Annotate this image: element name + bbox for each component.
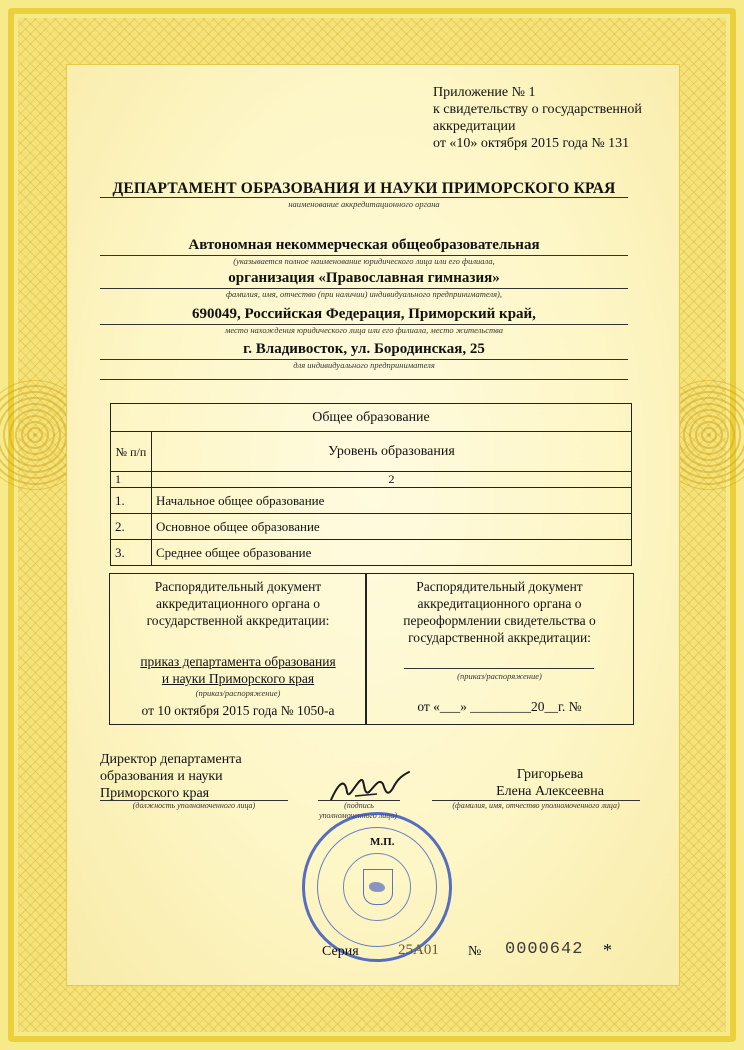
reissue-caption: (приказ/распоряжение) (457, 671, 542, 681)
coat-of-arms-icon (363, 869, 393, 905)
table-row (111, 514, 632, 540)
decree-caption: (приказ/распоряжение) (195, 688, 281, 698)
table-row (111, 540, 632, 566)
signature-caption-line2: уполномоченного лица) (318, 811, 398, 820)
reissue-underline (404, 668, 594, 669)
signature-caption: (подпись (344, 801, 374, 810)
accreditation-decree-box (109, 573, 367, 725)
org-caption: для индивидуального предпринимателя (293, 360, 435, 370)
row-number: 3. (111, 540, 152, 566)
org-name-line1: Автономная некоммерческая общеобразовательная (188, 237, 540, 253)
position-line: Директор департамента (100, 752, 242, 767)
blank-underline (100, 379, 628, 380)
series-label: Серия (322, 944, 359, 959)
col-header-number: № п/п (111, 432, 152, 472)
column-index: 1 (111, 472, 152, 488)
form-number: 0000642 (505, 940, 584, 959)
col-header-level: Уровень образования (152, 432, 632, 472)
number-label: № (468, 944, 482, 959)
appendix-line: Приложение № 1 (433, 85, 536, 100)
decree-document-line1: приказ департамента образования (140, 654, 336, 669)
row-level: Среднее общее образование (152, 540, 632, 566)
signatory-position (100, 751, 242, 802)
appendix-line: к свидетельству о государственной (433, 102, 642, 117)
seal-place-label: М.П. (370, 836, 395, 848)
appendix-line: аккредитации (433, 119, 516, 134)
org-caption: место нахождения юридического лица или его филиала, место жительства (224, 325, 504, 335)
org-name-line2: организация «Православная гимназия» (228, 270, 500, 286)
organ-name: ДЕПАРТАМЕНТ ОБРАЗОВАНИЯ И НАУКИ ПРИМОРСКОГО КРАЯ (112, 180, 616, 197)
org-address-line1: 690049, Российская Федерация, Приморский край, (192, 306, 536, 322)
row-number: 1. (111, 488, 152, 514)
decree-heading: Распорядительный документ аккредитационного органа о государственной аккредитации: (146, 579, 330, 628)
row-number: 2. (111, 514, 152, 540)
decree-date-line: от 10 октября 2015 года № 1050-а (141, 703, 335, 718)
org-address-line2: г. Владивосток, ул. Бородинская, 25 (243, 341, 485, 357)
name-line: Григорьева (516, 767, 584, 782)
column-index: 2 (152, 472, 632, 488)
table-row (111, 488, 632, 514)
education-table (110, 403, 632, 566)
row-level: Начальное общее образование (152, 488, 632, 514)
name-line: Елена Алексеевна (496, 784, 604, 799)
series-mark: * (603, 940, 612, 960)
signatory-name (490, 766, 610, 800)
table-title: Общее образование (111, 404, 632, 432)
reissue-date-line: от «___» _________20__г. № (417, 699, 582, 714)
decree-document-line2: и науки Приморского края (161, 671, 315, 686)
organ-underline (100, 197, 628, 198)
position-line: Приморского края (100, 786, 210, 801)
appendix-line: от «10» октября 2015 года № 131 (433, 136, 630, 151)
reissue-decree-box (365, 573, 634, 725)
organ-caption: наименование аккредитационного органа (288, 199, 440, 209)
series-value: 25А01 (398, 942, 439, 958)
org-caption: фамилия, имя, отчество (при наличии) индивидуального предпринимателя), (225, 289, 503, 299)
position-caption: (должность уполномоченного лица) (132, 801, 256, 810)
official-stamp (302, 812, 452, 962)
position-line: образования и науки (100, 769, 223, 784)
org-caption: (указывается полное наименование юридического лица или его филиала, (233, 256, 495, 266)
appendix-block (433, 84, 673, 152)
name-caption: (фамилия, имя, отчество уполномоченного лица) (452, 801, 620, 810)
row-level: Основное общее образование (152, 514, 632, 540)
reissue-heading: Распорядительный документ аккредитационного органа о переоформлении свидетельства о государственной аккредитации: (403, 579, 596, 645)
